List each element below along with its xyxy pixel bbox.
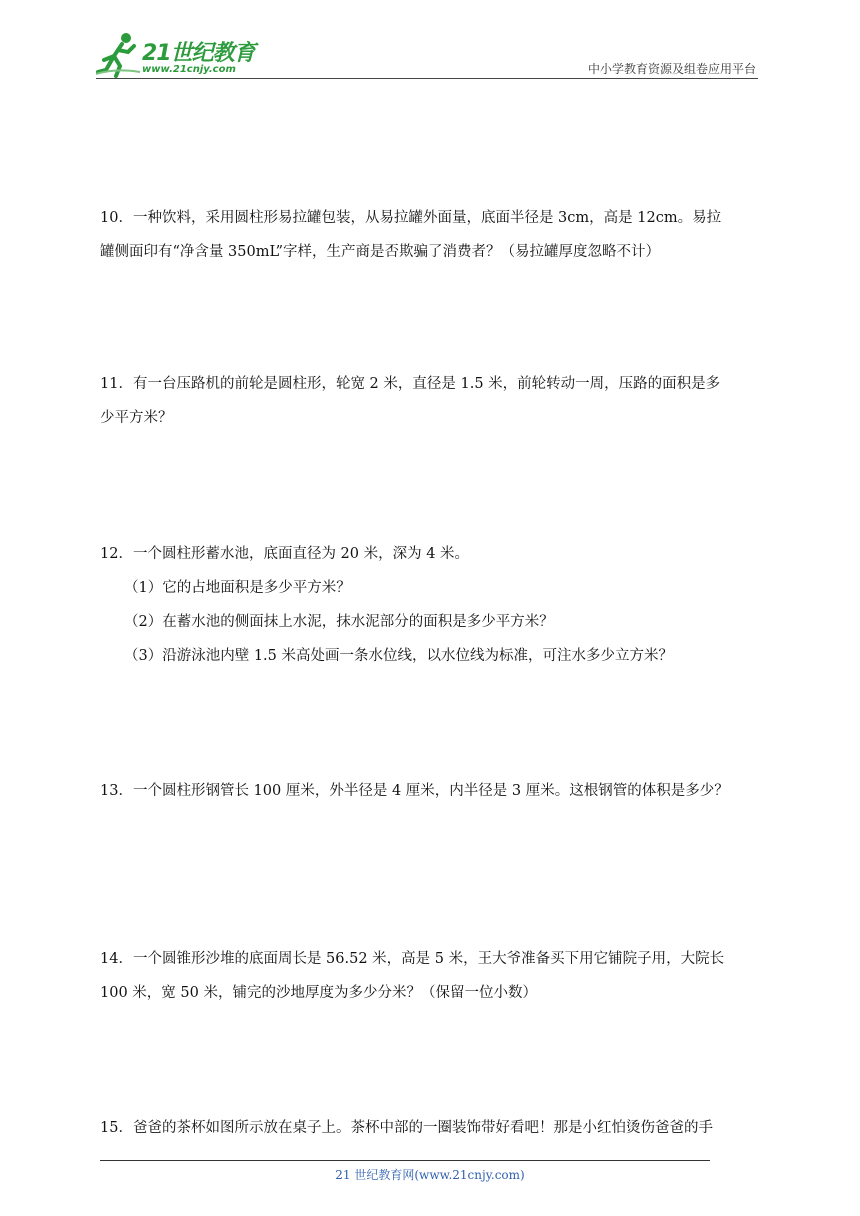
question-line: 罐侧面印有“净含量 350mL”字样，生产商是否欺骗了消费者？（易拉罐厚度忽略不计） xyxy=(100,244,661,260)
question-line: 12．一个圆柱形蓄水池，底面直径为 20 米，深为 4 米。 xyxy=(100,546,470,562)
header-divider xyxy=(96,78,758,79)
footer-link[interactable]: 21 世纪教育网(www.21cnjy.com) xyxy=(335,1168,525,1182)
question-12 xyxy=(100,537,762,673)
question-14 xyxy=(100,942,762,1010)
question-11 xyxy=(100,367,762,435)
question-line: 14．一个圆锥形沙堆的底面周长是 56.52 米，高是 5 米，王大爷准备买下用它铺院子用，大院长 xyxy=(100,951,725,967)
runner-logo-icon xyxy=(96,30,142,80)
question-line: 10．一种饮料，采用圆柱形易拉罐包装，从易拉罐外面量，底面半径是 3cm，高是 12cm。易拉 xyxy=(100,210,722,226)
logo-text: 21世纪教育 xyxy=(142,41,255,66)
question-10 xyxy=(100,201,762,269)
question-line: 100 米，宽 50 米，铺完的沙地厚度为多少分米？（保留一位小数） xyxy=(100,985,537,1001)
page-header xyxy=(96,28,758,80)
logo-url: www.21cnjy.com xyxy=(142,64,236,75)
sub-question-1: （1）它的占地面积是多少平方米？ xyxy=(124,580,351,596)
question-13 xyxy=(100,774,762,808)
question-line: 少平方米？ xyxy=(100,410,173,426)
sub-question-3: （3）沿游泳池内壁 1.5 米高处画一条水位线，以水位线为标准，可注水多少立方米？ xyxy=(124,648,674,664)
question-line: 13．一个圆柱形钢管长 100 厘米，外半径是 4 厘米，内半径是 3 厘米。这根钢管的体积是多少？ xyxy=(100,783,729,799)
site-logo[interactable] xyxy=(96,28,266,80)
sub-question-2: （2）在蓄水池的侧面抹上水泥，抹水泥部分的面积是多少平方米？ xyxy=(124,614,554,630)
footer-divider xyxy=(100,1160,710,1161)
question-line: 15．爸爸的茶杯如图所示放在桌子上。茶杯中部的一圈装饰带好看吧！那是小红怕烫伤爸爸的手 xyxy=(100,1120,713,1136)
platform-label: 中小学教育资源及组卷应用平台 xyxy=(587,62,756,76)
question-line: 11．有一台压路机的前轮是圆柱形，轮宽 2 米，直径是 1.5 米，前轮转动一周，压路的面积是多 xyxy=(100,376,721,392)
question-15 xyxy=(100,1111,762,1145)
